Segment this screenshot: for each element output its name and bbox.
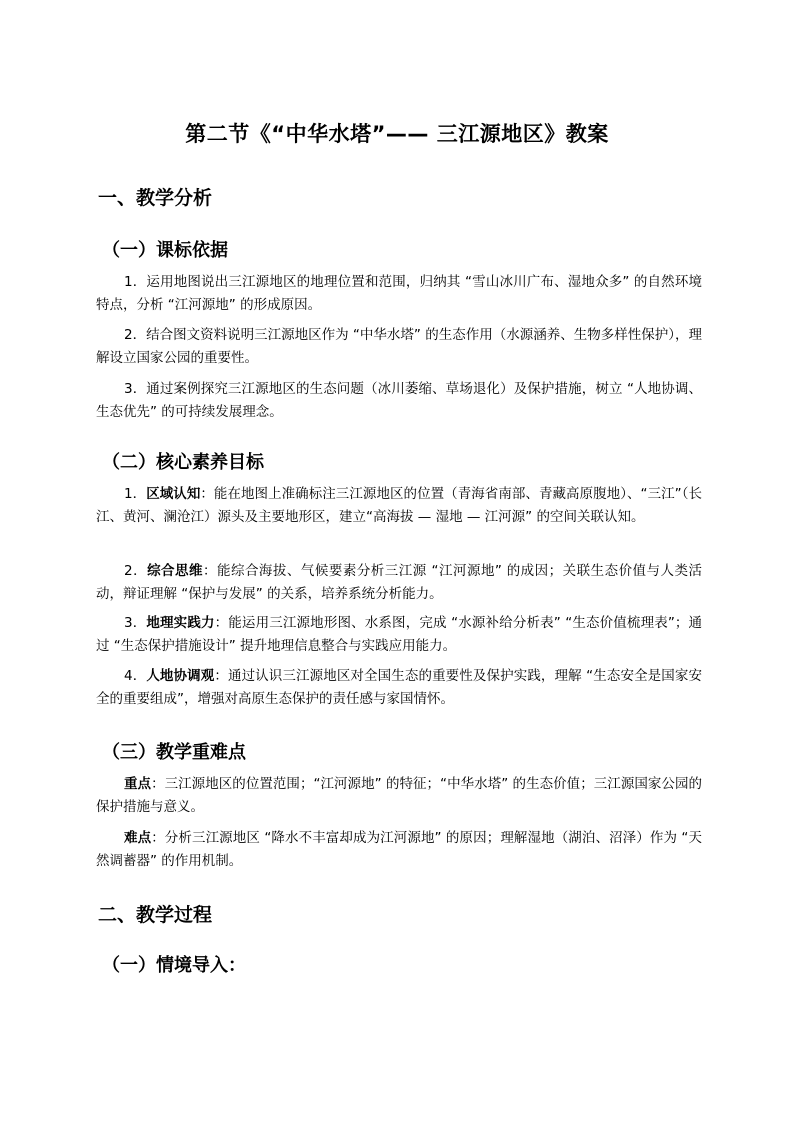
literacy-item-4: 4．人地协调观：通过认识三江源地区对全国生态的重要性及保护实践，理解 “生态安全是国家安全的重要组成”，增强对高原生态保护的责任感与家国情怀。 bbox=[96, 668, 703, 707]
subsection-heading-core-literacy: （二）核心素养目标 bbox=[102, 452, 264, 473]
literacy-label-harmony: 人地协调观 bbox=[146, 668, 215, 684]
subsection-heading-curriculum-basis: （一）课标依据 bbox=[102, 240, 228, 261]
literacy-item-2: 2．综合思维：能综合海拔、气候要素分析三江源 “江河源地” 的成因；关联生态价值与人类活动，辩证理解 “保护与发展” 的关系，培养系统分析能力。 bbox=[96, 563, 702, 602]
section-heading-teaching-analysis: 一、教学分析 bbox=[98, 187, 213, 209]
subsection-heading-key-difficulties: （三）教学重难点 bbox=[102, 742, 246, 763]
curriculum-item-3: 3．通过案例探究三江源地区的生态问题（冰川萎缩、草场退化）及保护措施，树立 “人地协调、生态优先” 的可持续发展理念。 bbox=[96, 381, 702, 420]
curriculum-item-2: 2．结合图文资料说明三江源地区作为 “中华水塔” 的生态作用（水源涵养、生物多样性保护），理解设立国家公园的重要性。 bbox=[96, 327, 702, 366]
key-point-label: 重点 bbox=[124, 776, 152, 792]
curriculum-item-1: 1．运用地图说出三江源地区的地理位置和范围，归纳其 “雪山冰川广布、湿地众多” 的自然环境特点，分析 “江河源地” 的形成原因。 bbox=[96, 274, 702, 313]
literacy-label-comprehensive: 综合思维 bbox=[147, 563, 203, 579]
section-heading-teaching-process: 二、教学过程 bbox=[98, 904, 213, 926]
literacy-label-practice: 地理实践力 bbox=[146, 615, 215, 631]
difficulty-item: 难点：分析三江源地区 “降水不丰富却成为江河源地” 的原因；理解湿地（湖泊、沼泽）作为 “天然调蓄器” 的作用机制。 bbox=[96, 830, 703, 869]
literacy-item-3: 3．地理实践力：能运用三江源地形图、水系图，完成 “水源补给分析表” “生态价值梳理表”；通过 “生态保护措施设计” 提升地理信息整合与实践应用能力。 bbox=[96, 615, 703, 654]
document-title: 第二节《“中华水塔”—— 三江源地区》教案 bbox=[185, 122, 609, 146]
literacy-label-regional: 区域认知 bbox=[146, 486, 201, 502]
subsection-heading-situation-intro: （一）情境导入： bbox=[102, 955, 246, 976]
difficulty-label: 难点 bbox=[124, 830, 152, 846]
key-point-item: 重点：三江源地区的位置范围；“江河源地” 的特征；“中华水塔” 的生态价值；三江源国家公园的保护措施与意义。 bbox=[96, 776, 703, 815]
literacy-item-1: 1．区域认知：能在地图上准确标注三江源地区的位置（青海省南部、青藏高原腹地）、“三江”（长江、黄河、澜沧江）源头及主要地形区，建立“高海拔 — 湿地 — 江河源” 的空间关联认知。 bbox=[96, 486, 703, 525]
